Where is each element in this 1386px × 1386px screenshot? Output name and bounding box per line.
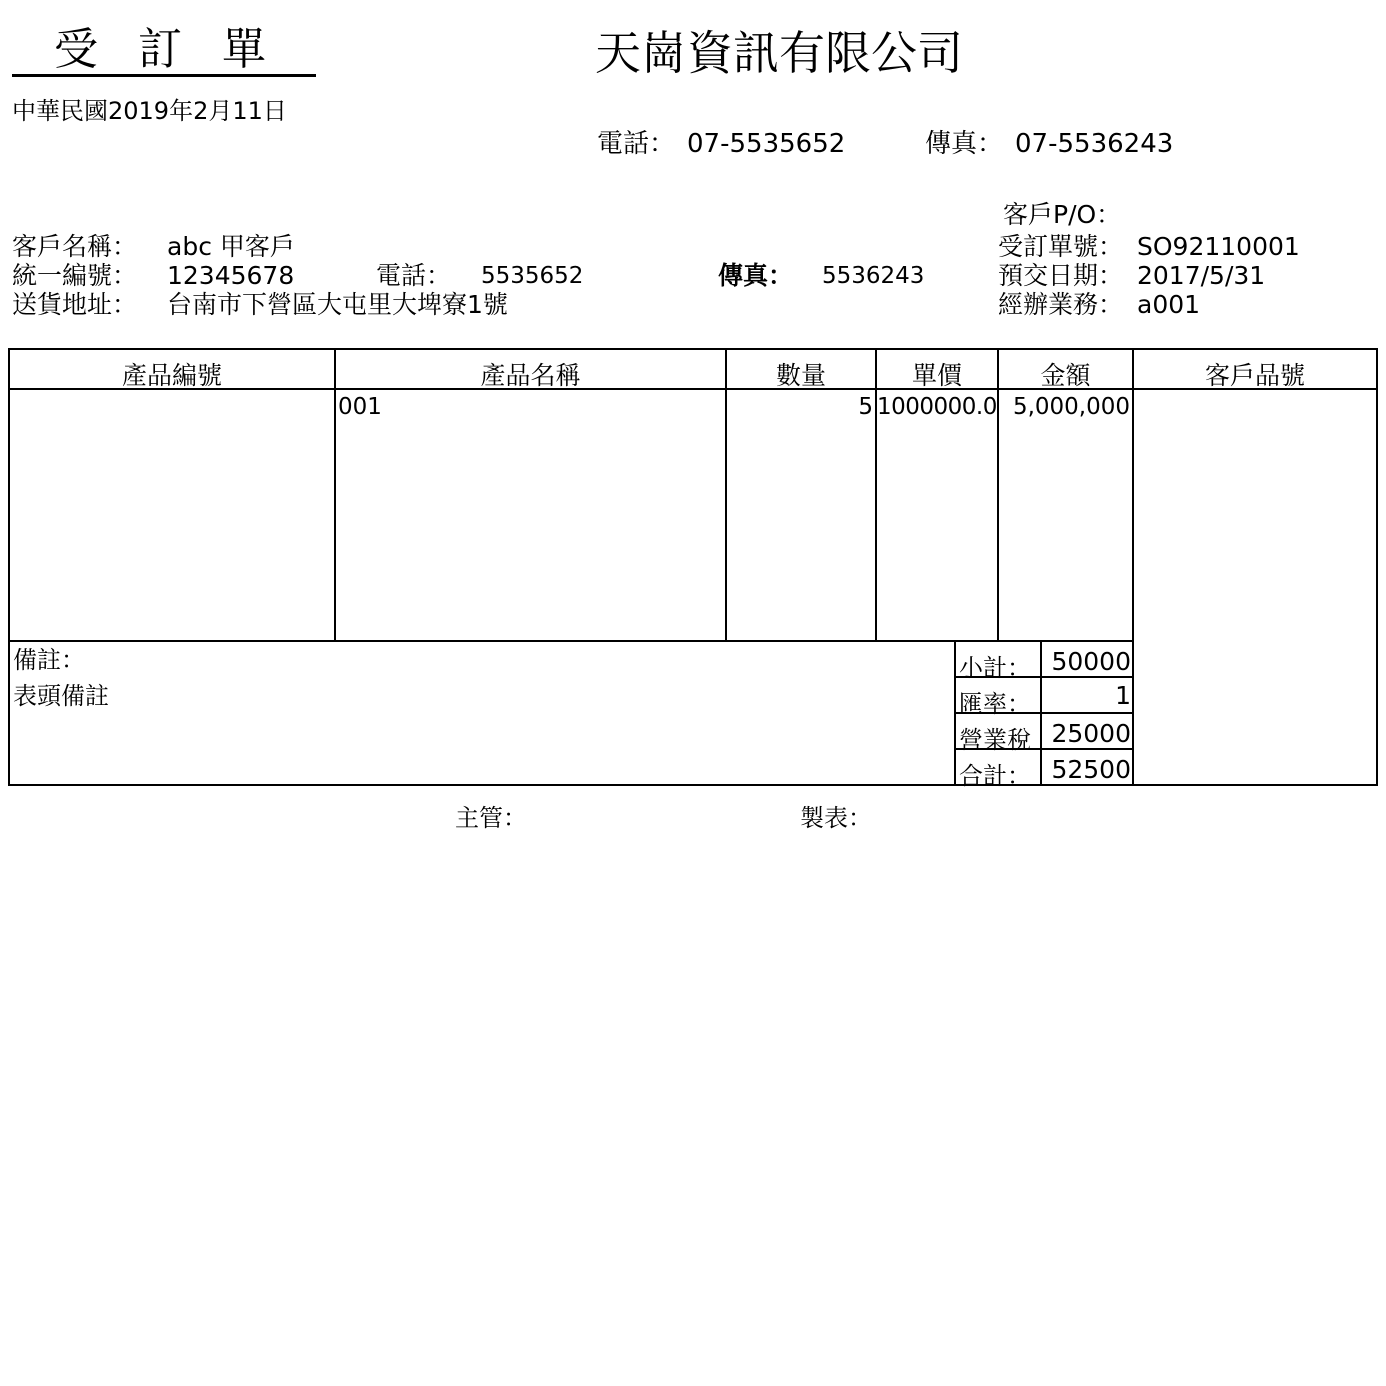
title-char-3: 單	[222, 24, 266, 75]
col-divider-5	[1132, 348, 1134, 786]
col-divider-1	[334, 348, 336, 642]
col-header-customer-part: 客戶品號	[1204, 361, 1305, 390]
delivery-address: 台南市下營區大屯里大埤寮1號	[167, 290, 508, 319]
col-header-quantity: 數量	[775, 361, 826, 390]
total-label: 合計：	[959, 762, 1031, 790]
title-char-2: 訂	[138, 24, 182, 75]
title-char-1: 受	[54, 24, 98, 75]
col-header-amount: 金額	[1040, 361, 1091, 390]
order-date: 中華民國2019年2月11日	[12, 97, 287, 125]
supervisor-label: 主管：	[455, 804, 527, 832]
subtotal-value: 50000	[1051, 647, 1131, 676]
preparer-label: 製表：	[800, 804, 872, 832]
remarks-text: 表頭備註	[13, 682, 109, 710]
exchange-rate-label: 匯率：	[959, 690, 1031, 718]
subtotal-label: 小計：	[959, 654, 1031, 682]
tax-id-label: 統一編號：	[12, 261, 138, 290]
po-label: 客戶P/O：	[1003, 200, 1122, 229]
company-fax-value: 07-5536243	[1015, 129, 1174, 159]
col-divider-3	[875, 348, 877, 642]
company-phone-value: 07-5535652	[687, 129, 846, 159]
customer-name: abc 甲客戶	[167, 232, 295, 261]
row-unit-price: 1000000.0	[877, 394, 997, 420]
col-header-product-name: 產品名稱	[480, 361, 581, 390]
customer-phone: 5535652	[481, 263, 584, 289]
company-fax	[925, 131, 1173, 157]
order-number: SO92110001	[1137, 232, 1300, 261]
row-quantity: 5	[858, 394, 873, 420]
company-phone	[597, 131, 845, 157]
items-table	[8, 348, 1378, 786]
summary-value-divider	[1040, 640, 1042, 786]
col-divider-4	[997, 348, 999, 642]
col-header-product-code: 產品編號	[121, 361, 222, 390]
order-number-label: 受訂單號：	[998, 232, 1124, 261]
document-title	[12, 24, 316, 77]
col-divider-2	[725, 348, 727, 642]
remarks-label: 備註：	[13, 646, 85, 674]
summary-label-divider	[954, 640, 956, 786]
exchange-rate-value: 1	[1115, 681, 1131, 710]
row-product-name: 001	[338, 394, 382, 420]
customer-fax: 5536243	[822, 263, 925, 289]
delivery-date-label: 預交日期：	[998, 261, 1124, 290]
sales-tax-value: 25000	[1051, 719, 1131, 748]
salesperson-label: 經辦業務：	[998, 290, 1124, 319]
tax-id: 12345678	[167, 261, 295, 290]
sales-tax-label: 營業稅	[959, 726, 1031, 754]
total-value: 52500	[1051, 755, 1131, 784]
company-name: 天崗資訊有限公司	[595, 26, 963, 80]
col-header-unit-price: 單價	[911, 361, 962, 390]
items-bottom-divider	[8, 640, 1134, 642]
customer-phone-label: 電話：	[376, 261, 452, 290]
company-phone-label: 電話：	[597, 129, 676, 159]
salesperson: a001	[1137, 290, 1201, 319]
customer-name-label: 客戶名稱：	[12, 232, 138, 261]
customer-fax-label: 傳真：	[718, 261, 794, 290]
delivery-date: 2017/5/31	[1137, 261, 1266, 290]
row-amount: 5,000,000	[1012, 394, 1130, 420]
address-label: 送貨地址：	[12, 290, 138, 319]
company-fax-label: 傳真：	[925, 129, 1004, 159]
